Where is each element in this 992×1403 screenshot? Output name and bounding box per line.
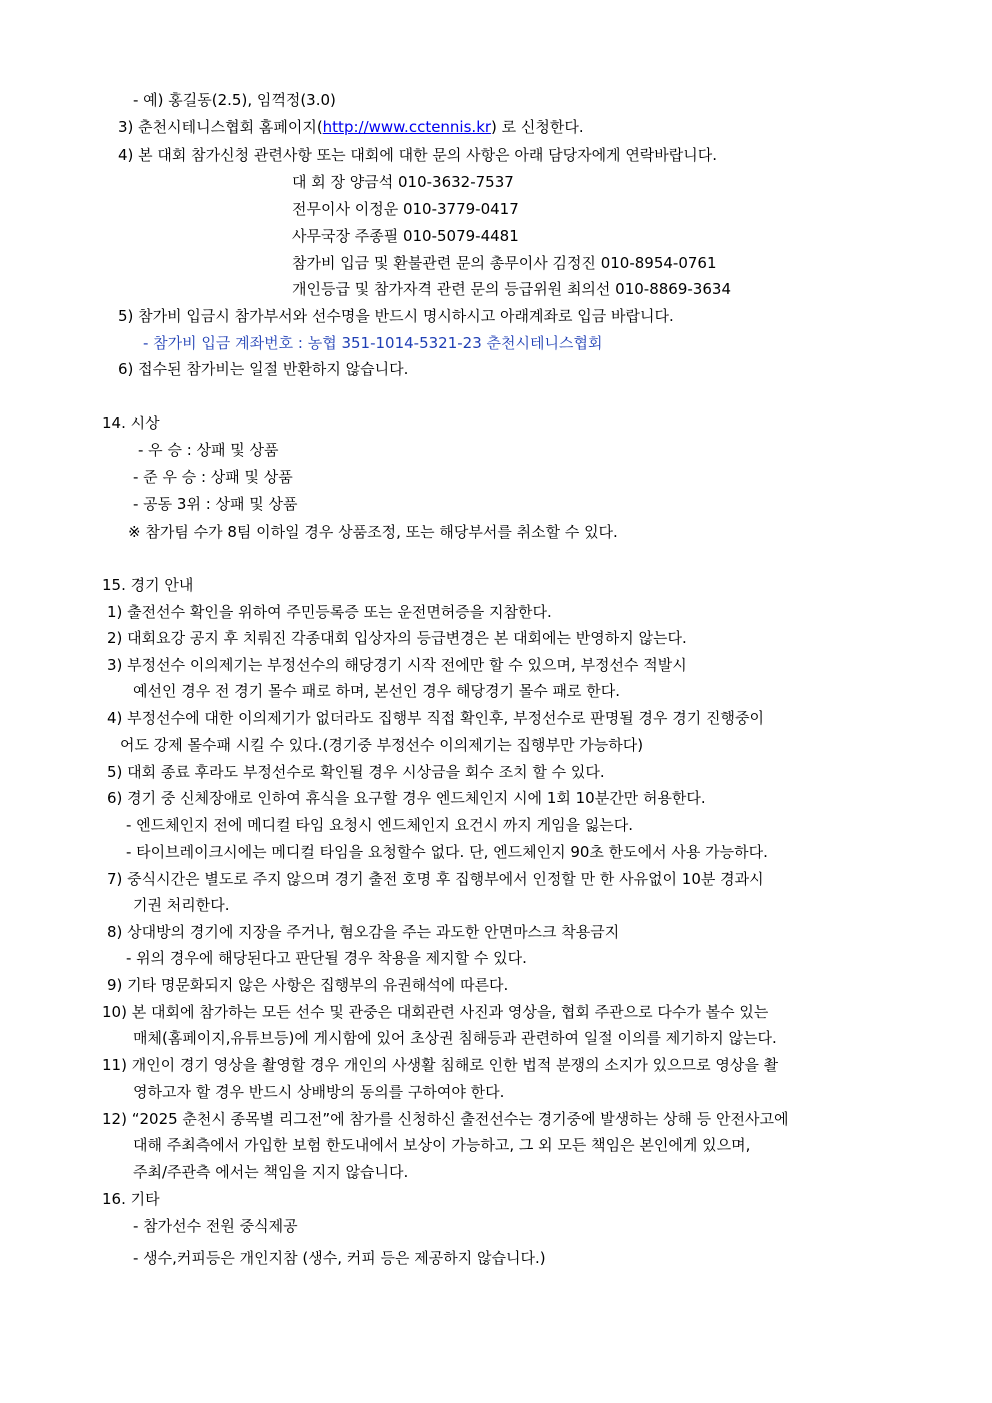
homepage-prefix: 3) 춘천시테니스협회 홈페이지( xyxy=(118,118,323,136)
award-note: ※ 참가팀 수가 8팀 이하일 경우 상품조정, 또는 해당부서를 취소할 수 있다. xyxy=(128,523,618,541)
no-refund-line: 6) 접수된 참가비는 일절 반환하지 않습니다. xyxy=(118,360,409,378)
award-runner-up: - 준 우 승 : 상패 및 상품 xyxy=(133,468,293,486)
homepage-line xyxy=(118,117,584,137)
rule-4-cont: 어도 강제 몰수패 시킬 수 있다.(경기중 부정선수 이의제기는 집행부만 가능하다) xyxy=(120,736,644,754)
misc-lunch: - 참가선수 전원 중식제공 xyxy=(133,1217,298,1235)
rule-12: 12) “2025 춘천시 종목별 리그전”에 참가를 신청하신 출전선수는 경기중에 발생하는 상해 등 안전사고에 xyxy=(102,1110,789,1128)
rule-3-cont: 예선인 경우 전 경기 몰수 패로 하며, 본선인 경우 해당경기 몰수 패로 한다. xyxy=(133,682,620,700)
rule-2: 2) 대회요강 공지 후 치뤄진 각종대회 입상자의 등급변경은 본 대회에는 반영하지 않는다. xyxy=(107,629,687,647)
rule-11: 11) 개인이 경기 영상을 촬영할 경우 개인의 사생활 침해로 인한 법적 분쟁의 소지가 있으므로 영상을 촬 xyxy=(102,1056,779,1074)
rule-8: 8) 상대방의 경기에 지장을 주거나, 혐오감을 주는 과도한 안면마스크 착용금지 xyxy=(107,923,620,941)
rule-10-cont: 매체(홈페이지,유튜브등)에 게시함에 있어 초상권 침해등과 관련하여 일절 이의를 제기하지 않는다. xyxy=(133,1029,777,1047)
contact-director: 전무이사 이정운 010-3779-0417 xyxy=(292,200,519,218)
rule-1: 1) 출전선수 확인을 위하여 주민등록증 또는 운전면허증을 지참한다. xyxy=(107,603,552,621)
rule-12-cont-2: 주최/주관측 에서는 책임을 지지 않습니다. xyxy=(133,1163,409,1181)
rule-6: 6) 경기 중 신체장애로 인하여 휴식을 요구할 경우 엔드체인지 시에 1회 10분간만 허용한다. xyxy=(107,789,706,807)
rule-7-cont: 기권 처리한다. xyxy=(133,896,230,914)
rule-10: 10) 본 대회에 참가하는 모든 선수 및 관중은 대회관련 사진과 영상을, 협회 주관으로 다수가 볼수 있는 xyxy=(102,1003,769,1021)
contact-secretary: 사무국장 주종필 010-5079-4481 xyxy=(292,227,519,245)
rule-6-sub-2: - 타이브레이크시에는 메디컬 타임을 요청할수 없다. 단, 엔드체인지 90초 한도에서 사용 가능하다. xyxy=(126,843,768,861)
section-16-title: 16. 기타 xyxy=(102,1190,160,1208)
rule-8-sub: - 위의 경우에 해당된다고 판단될 경우 착용을 제지할 수 있다. xyxy=(126,949,527,967)
award-third: - 공동 3위 : 상패 및 상품 xyxy=(133,495,298,513)
payment-instruction: 5) 참가비 입금시 참가부서와 선수명을 반드시 명시하시고 아래계좌로 입금 바랍니다. xyxy=(118,307,674,325)
rule-6-sub-1: - 엔드체인지 전에 메디컬 타임 요청시 엔드체인지 요건시 까지 게임을 잃는다. xyxy=(126,816,634,834)
rule-7: 7) 중식시간은 별도로 주지 않으며 경기 출전 호명 후 집행부에서 인정할 만 한 사유없이 10분 경과시 xyxy=(107,870,764,888)
rule-11-cont: 영하고자 할 경우 반드시 상배방의 동의를 구하여야 한다. xyxy=(133,1083,505,1101)
section-14-title: 14. 시상 xyxy=(102,414,160,432)
contact-grade-committee: 개인등급 및 참가자격 관련 문의 등급위원 최의선 010-8869-3634 xyxy=(292,280,731,298)
rule-12-cont-1: 대해 주최측에서 가입한 보험 한도내에서 보상이 가능하고, 그 외 모든 책임은 본인에게 있으며, xyxy=(133,1136,751,1154)
contact-president: 대 회 장 양금석 010-3632-7537 xyxy=(292,173,514,191)
rule-4: 4) 부정선수에 대한 이의제기가 없더라도 집행부 직접 확인후, 부정선수로 판명될 경우 경기 진행중이 xyxy=(107,709,764,727)
rule-3: 3) 부정선수 이의제기는 부정선수의 해당경기 시작 전에만 할 수 있으며, 부정선수 적발시 xyxy=(107,656,687,674)
award-winner: - 우 승 : 상패 및 상품 xyxy=(138,441,279,459)
rule-5: 5) 대회 종료 후라도 부정선수로 확인될 경우 시상금을 회수 조치 할 수 있다. xyxy=(107,763,605,781)
rule-9: 9) 기타 명문화되지 않은 사항은 집행부의 유권해석에 따른다. xyxy=(107,976,509,994)
bank-account: - 참가비 입금 계좌번호 : 농협 351-1014-5321-23 춘천시테니스협회 xyxy=(143,334,603,352)
inquiry-line: 4) 본 대회 참가신청 관련사항 또는 대회에 대한 문의 사항은 아래 담당자에게 연락바랍니다. xyxy=(118,146,718,164)
homepage-link[interactable]: http://www.cctennis.kr xyxy=(322,118,492,136)
misc-drinks: - 생수,커피등은 개인지참 (생수, 커피 등은 제공하지 않습니다.) xyxy=(133,1249,546,1267)
homepage-suffix: ) 로 신청한다. xyxy=(491,118,584,136)
section-15-title: 15. 경기 안내 xyxy=(102,576,194,594)
example-line: - 예) 홍길동(2.5), 임꺽정(3.0) xyxy=(133,91,336,109)
contact-treasurer: 참가비 입금 및 환불관련 문의 총무이사 김정진 010-8954-0761 xyxy=(292,254,717,272)
